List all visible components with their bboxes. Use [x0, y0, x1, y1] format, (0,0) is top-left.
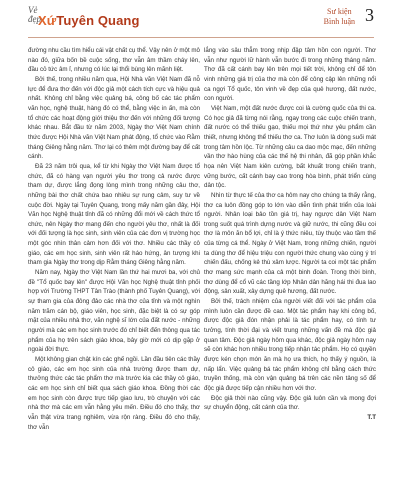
page-header [0, 0, 402, 46]
paragraph: Bởi thế, trách nhiệm của người viết đối với tác phẩm của mình luôn cần được đề cao. Một tác phẩm hay khi công bố, được độc giả đón nhận phải là tác phẩm hay, có tính tư tưởng, tính thời đại và viết trung những vấn đề mà độc giả quan tâm. Độc giả ngày hôm qua khác, độc giả ngày hôm nay sẽ còn khác hơn nhiều trong tiếp nhận tác phẩm. Họ có quyền được kén chọn món ăn mà họ ưa thích, họ thấy ý nguồn, là nấp lẩn. Việc quảng bá tác phẩm không chỉ bằng cách thức truyền thống, mà còn vận quảng bá trên các nền tảng số để độc giả được tiếp cận nhiều hơn với thơ. [204, 298, 376, 392]
paragraph: Việt Nam, một đất nước được coi là cường quốc của thi ca. Có học giả đã từng nói rằng, ngay trong các cuộc chiến tranh, đất nước có thể thiếu gạo, thiếu mọi thứ như yêu phẩm cần thiết, nhưng không thể thiếu thơ ca. Thơ luôn là dòng suối mát trong tâm hồn lộc. Từ những câu ca dao mộc mạc, đến những vần thơ hào hùng của các thế hệ thi nhân, đã góp phần khắc họa nên Việt Nam kiên cường, bất khuất trong chiến tranh, vững bước, cất cánh bay cao trong hòa bình, phát triển cùng dân tộc. [204, 104, 376, 190]
logo-tagline: Vẻ đẹp [28, 5, 41, 24]
author-signature: T.T [367, 413, 376, 421]
paragraph: Năm nay, Ngày thơ Việt Nam lần thứ hai mươi ba, với chủ đề "Tổ quốc bay lên" được Hội Văn học Nghệ thuật tỉnh phối hợp với Trường THPT Tân Trào (thành phố Tuyên Quang), với sự tham gia của đông đảo các nhà thơ của tỉnh và một nghìn năm trăm cán bộ, giáo viên, học sinh, đặc biệt là có sự góp mặt của nhiều nhà thơ, văn nghệ sĩ lớn của đất nước - những người mà các em học sinh trước đó chỉ biết đến thông qua tác phẩm của họ trên sách giáo khoa, bây giờ mới có dịp gặp ở ngoài đời thực. [28, 269, 200, 354]
logo-prefix: Xứ [38, 13, 57, 28]
page-number: 3 [365, 5, 374, 25]
logo-name: Tuyên Quang [56, 13, 140, 28]
right-column [204, 46, 376, 423]
section-line-2: Bình luận [323, 17, 355, 26]
section-label [324, 7, 355, 27]
paragraph: Độc giả thời nào cũng vậy. Độc giả luôn cần và mong đợi sự chuyển động, cất cánh của thơ. [204, 394, 376, 412]
header-divider [28, 37, 374, 38]
logo-title [38, 13, 140, 28]
paragraph: Một không gian chật kín các ghế ngồi. Lần đầu tiên các thầy cô giáo, các em học sinh của nhà trường được tham dự, thưởng thức các tác phẩm thơ mà trước kia các thầy cô giáo, các em học sinh chỉ biết qua sách giáo khoa. Đồng thời các em học sinh còn được trực tiếp giao lưu, trò chuyện với các nhà thơ mà các em vẫn hằng yêu mến. Điều đó cho thấy, thơ vẫn thật vừa trang nghiêm, vừa rộn ràng. Điều đó cho thấy, thơ vẫn [28, 356, 200, 431]
section-line-1: Sư kiện [327, 7, 352, 16]
paragraph: Bởi thế, trong nhiều năm qua, Hội Nhà văn Việt Nam đã nỗ lực để đưa thơ đến với độc giả một cách tích cực và hiệu quả nhất. Không chỉ bằng việc quảng bá, công bố các tác phẩm văn học, nghệ thuật, hàng đó có thể, bằng việc in ấn, mà còn tổ chức các hoạt động giới thiệu thơ đến với những đối tượng khác nhau. Bắt đầu từ năm 2003, Ngày thơ Việt Nam chính thức được Hội Nhà văn Việt Nam phát động, tổ chức vào Rằm tháng Giêng hằng năm. Thơ lại có thêm một đường bay để cất cánh. [28, 75, 200, 161]
paragraph: lắng vào sâu thẳm trong nhịp đập tâm hồn con người. Thơ vẫn như người lữ hành vẫn bước đi trong những tháng năm. Thơ đã cất cánh bay lên trên mọi tiết trời, không chỉ để tôn vinh những giá trị của thơ mà còn để công cập lên những nổi ca ngợi Tổ quốc, tôn vinh về đẹp của quê hương, đất nước, con người. [204, 47, 376, 103]
left-column [28, 46, 200, 432]
paragraph: đường nhu cầu tìm hiểu cái vật chất cụ thể. Vậy nên ở một mô nào đó, giữa bốn bề cuộc sống, thơ vẫn âm thầm cháy lên, đầu cỏ tức âm ỉ, nhưng có lúc lại thổi bùng lên mãnh liệt. [28, 47, 200, 74]
paragraph: Đã 23 năm trôi qua, kể từ khi Ngày thơ Việt Nam được tổ chức, đã có hàng vạn người yêu thơ trong cả nước được tham dự, được lắng đọng lòng mình trong những câu thơ, những bài thơ chất chứa bao nhiêu sự rung cảm, suy tư về cuộc đời. Ngày tại Tuyên Quang, trong mấy năm gần đây, Hội Văn học Nghệ thuật tỉnh đã có những đổi mới về cách thức tổ chức, nên Ngày thơ mang đến cho người yêu thơ, nhất là đối với đối tượng là học sinh, sinh viên của các đơn vị trường học một góc nhìn thân cảm hơn đối với thơ. Nhiều các thầy cô giáo, các em học sinh, sinh viên rất háo hứng, ân tượng khi tham gia Ngày thơ trong dịp Rằm tháng Giêng hằng năm. [28, 162, 200, 267]
paragraph: Nhìn từ thực tế của thơ ca hôm nay cho chúng ta thấy rằng, thơ ca luôn đồng góp to lớn vào diễn tình phát triển của loài người. Nhân loại bảo tồn giá trị, hay ngược dân Việt Nam trong suốt quá trình dựng nước và giữ nước, thi cũng đều coi thơ là môn ăn bổ lợi, chỉ là ý thức niêu, tùy thuộc vào tầm thế của từng cá thể. Ngày ở Việt Nam, trong những chiến, người ta dùng thơ để hiệu triệu con người thức chung vào cùng ý trí chiến đấu, chống kẻ thù xâm lược. Người ta coi một tác phẩm thơ mang sức mạnh của cả một binh đoàn. Trong thời bình, thơ dùng để cổ vũ các tầng lớp Nhân dân hăng hái thi đua lao động, sản xuất, xây dựng quê hương, đất nước. [204, 191, 376, 296]
